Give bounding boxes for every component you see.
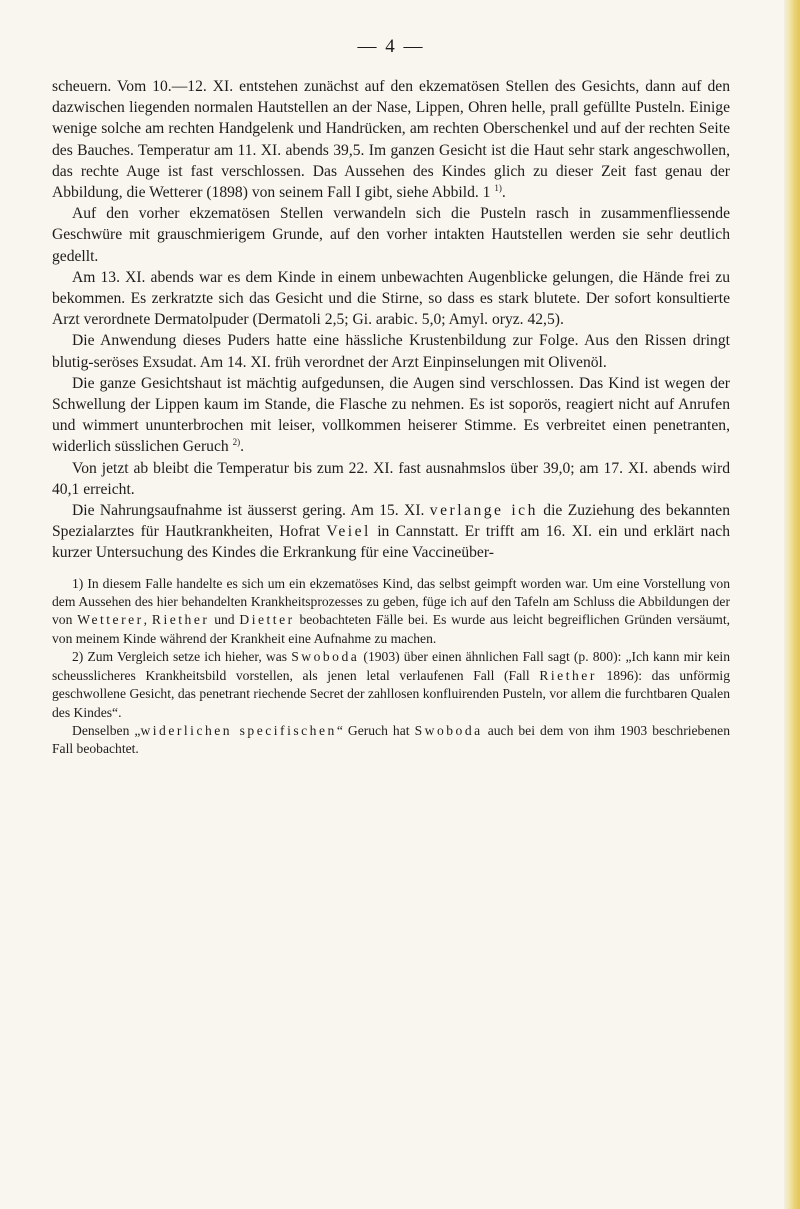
paragraph-3: Am 13. XI. abends war es dem Kinde in einem unbewachten Augenblicke gelungen, die Hände frei zu bekommen. Es zerkratzte sich das Gesicht und die Stirne, so dass es stark blutete. Der sofort konsultierte Arzt verordnete Dermatolpuder (Dermatoli 2,5; Gi. arabic. 5,0; Amyl. oryz. 42,5). (52, 268, 730, 329)
paragraph-tail: . (240, 438, 244, 456)
person-name: Wetterer (77, 612, 144, 628)
footnote-text: (1903) über einen ähnlichen Fall sagt (p. 800): „Ich kann mir kein scheusslicheres Krankheitsbild vorstellen, als jenen letal verlaufenen Fall (Fall (52, 649, 730, 683)
paragraph-text: Die ganze Gesichtshaut ist mächtig aufgedunsen, die Augen sind verschlossen. Das Kind ist wegen der Schwellung der Lippen kaum im Stande, die Flasche zu nehmen. Es ist soporös, reagiert nicht auf Anrufen und wimmert ununterbrochen mit leiser, vollkommen heiserer Stimme. Es verbreitet einen penetranten, widerlich süsslichen Geruch (52, 374, 730, 456)
footnote-text: und (214, 612, 235, 628)
footnote-text: “ Geruch hat (336, 722, 410, 738)
footnote-ref: 1) (494, 182, 502, 193)
paragraph-7 (52, 500, 730, 564)
paragraph-1 (52, 76, 730, 203)
page-edge (784, 0, 800, 1209)
paragraph-text: Die Nahrungsaufnahme ist äusserst gering. Am 15. XI. (72, 502, 425, 520)
person-name: Swoboda (291, 649, 360, 665)
paragraph-4: Die Anwendung dieses Puders hatte eine hässliche Krustenbildung zur Folge. Aus den Rissen dringt blutig-seröses Exsudat. Am 14. XI. früh verordnet der Arzt Einpinselungen mit Olivenöl. (52, 332, 730, 371)
footnote-text: 1) In diesem Falle handelte es sich um ein ekzematöses Kind, das selbst geimpft worden war. Um eine Vorstellung von dem Aussehen des hier behandelten Krankheitsprozesses zu geben, füge ich auf den Tafeln am Schluss die Abbildungen der von (52, 575, 730, 628)
paragraph-2: Auf den vorher ekzematösen Stellen verwandeln sich die Pusteln rasch in zusammenfliessende Geschwüre mit grauschmierigem Grunde, auf den vorher intakten Hautstellen werden sie sehr deutlich gedellt. (52, 205, 730, 265)
book-page (52, 36, 730, 759)
footnotes (52, 575, 730, 759)
footnote-2 (52, 648, 730, 722)
person-name: Veiel (326, 523, 371, 541)
footnote-text: 1896): das unförmig geschwollene Gesicht, das penetrant riechende Secret der zahllosen konfluirenden Pusteln, vor allem die furchtbaren Qualen des Kindes“. (52, 667, 730, 720)
paragraph-text: scheuern. Vom 10.—12. XI. entstehen zunächst auf den ekzematösen Stellen des Gesichts, dann auf den dazwischen liegenden normalen Hautstellen an der Nase, Lippen, Ohren helle, prall gefüllte Pusteln. Einige wenige solche am rechten Handgelenk und Handrücken, am rechten Oberschenkel und auf der rechten Seite des Bauches. Temperatur am 11. XI. abends 39,5. Im ganzen Gesicht ist die Haut sehr stark angeschwollen, das rechte Auge ist fast verschlossen. Das Aussehen des Kindes glich zu dieser Zeit fast genau der Abbildung, die Wetterer (1898) von seinem Fall I gibt, siehe Abbild. 1 (52, 78, 730, 202)
footnote-text: auch bei dem von ihm 1903 beschriebenen Fall beobachtet. (52, 722, 730, 757)
person-name: Riether (539, 667, 597, 683)
spaced-text: verlange ich (429, 502, 538, 520)
body-text (52, 76, 730, 564)
footnote-text: Denselben „ (72, 722, 141, 738)
paragraph-text: in Cannstatt. Er trifft am 16. XI. ein und erklärt nach kurzer Untersuchung des Kindes die Erkrankung für eine Vaccineüber- (52, 523, 730, 562)
paragraph-text: die Zuziehung des bekannten Spezialarztes für Hautkrankheiten, Hofrat (52, 502, 730, 541)
footnote-text: beobachteten Fälle bei. Es wurde aus leicht begreiflichen Gründen versäumt, von meinem Kinde während der Krankheit eine Aufnahme zu machen. (52, 612, 730, 646)
footnote-3 (52, 722, 730, 759)
footnote-text: 2) Zum Vergleich setze ich hieher, was (72, 649, 288, 665)
paragraph-tail: . (501, 184, 506, 202)
paragraph-5 (52, 373, 730, 458)
person-name: Swoboda (414, 722, 483, 738)
footnote-1 (52, 575, 730, 649)
page-number: — 4 — (357, 36, 425, 57)
footnote-text: , (143, 612, 148, 628)
person-name: Dietter (239, 612, 295, 628)
paragraph-6: Von jetzt ab bleibt die Temperatur bis zum 22. XI. fast ausnahmslos über 39,0; am 17. XI. abends wird 40,1 erreicht. (52, 459, 730, 498)
spaced-text: widerlichen specifischen (140, 722, 337, 738)
person-name: Riether (151, 612, 210, 628)
footnote-ref: 2) (232, 437, 241, 448)
